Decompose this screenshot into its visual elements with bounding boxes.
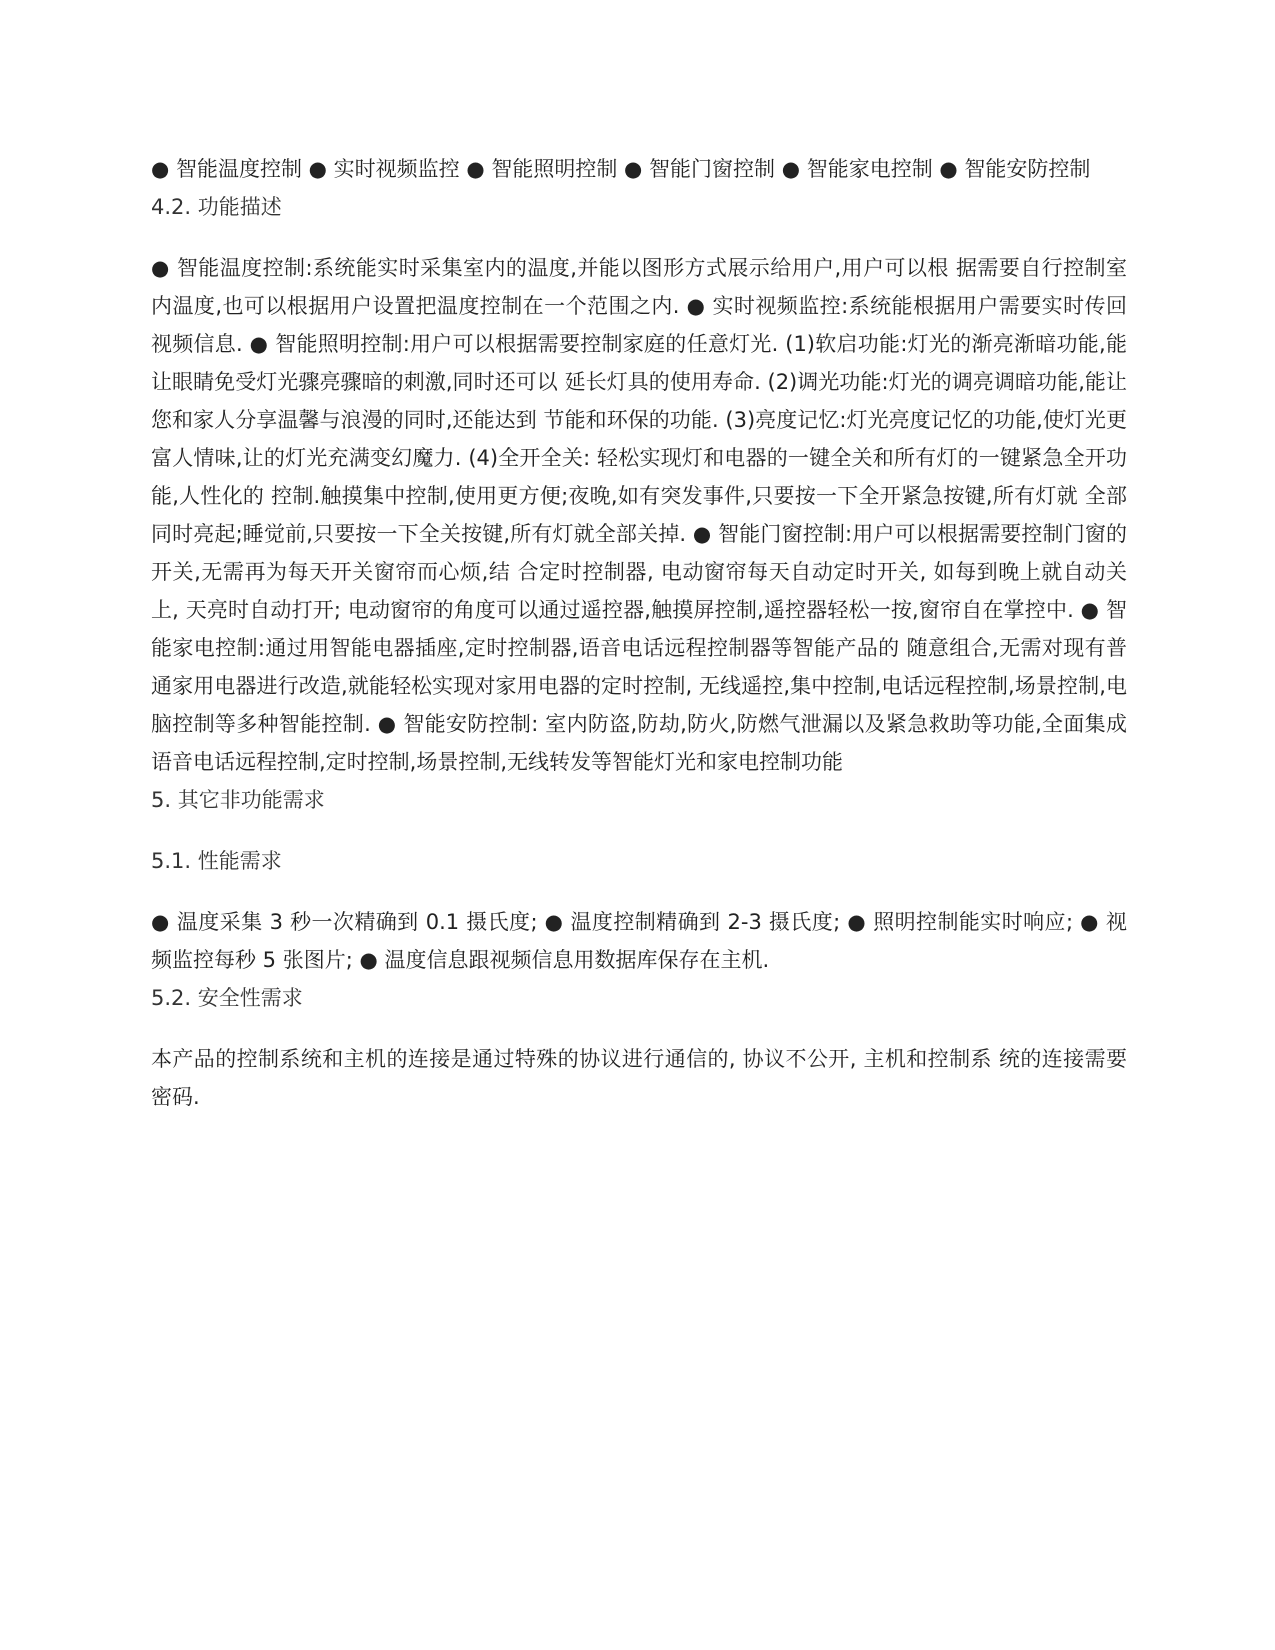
section-5-heading: 5. 其它非功能需求 xyxy=(151,788,325,812)
document-page xyxy=(151,150,1127,1116)
section-5-1-body: ● 温度采集 3 秒一次精确到 0.1 摄氏度; ● 温度控制精确到 2-3 摄氏度; ● 照明控制能实时响应; ● 视频监控每秒 5 张图片; ● 温度信息跟视频信息用数据库保存在主机. xyxy=(151,910,1127,972)
section-5-2-heading: 5.2. 安全性需求 xyxy=(151,986,303,1010)
feature-list: ● 智能温度控制 ● 实时视频监控 ● 智能照明控制 ● 智能门窗控制 ● 智能家电控制 ● 智能安防控制 xyxy=(151,157,1091,181)
spacer xyxy=(151,1017,1127,1040)
spacer xyxy=(151,880,1127,903)
section-4-2-heading: 4.2. 功能描述 xyxy=(151,195,282,219)
section-4-2-body: ● 智能温度控制:系统能实时采集室内的温度,并能以图形方式展示给用户,用户可以根 据需要自行控制室内温度,也可以根据用户设置把温度控制在一个范围之内. ● 实时视频监控:系统能根据用户需要实时传回视频信息. ● 智能照明控制:用户可以根据需要控制家庭的任意灯光. (1)软启功能:灯光的渐亮渐暗功能,能让眼睛免受灯光骤亮骤暗的刺激,同时还可以 延长灯具的使用寿命. (2)调光功能:灯光的调亮调暗功能,能让您和家人分享温馨与浪漫的同时,还能达到 节能和环保的功能. (3)亮度记忆:灯光亮度记忆的功能,使灯光更富人情味,让的灯光充满变幻魔力. (4)全开全关: 轻松实现灯和电器的一键全关和所有灯的一键紧急全开功能,人性化的 控制.触摸集中控制,使用更方便;夜晚,如有突发事件,只要按一下全开紧急按键,所有灯就 全部同时亮起;睡觉前,只要按一下全关按键,所有灯就全部关掉. ● 智能门窗控制:用户可以根据需要控制门窗的开关,无需再为每天开关窗帘而心烦,结 合定时控制器, 电动窗帘每天自动定时开关, 如每到晚上就自动关上, 天亮时自动打开; 电动窗帘的角度可以通过遥控器,触摸屏控制,遥控器轻松一按,窗帘自在掌控中. ● 智能家电控制:通过用智能电器插座,定时控制器,语音电话远程控制器等智能产品的 随意组合,无需对现有普通家用电器进行改造,就能轻松实现对家用电器的定时控制, 无线遥控,集中控制,电话远程控制,场景控制,电脑控制等多种智能控制. ● 智能安防控制: 室内防盗,防劫,防火,防燃气泄漏以及紧急救助等功能,全面集成 语音电话远程控制,定时控制,场景控制,无线转发等智能灯光和家电控制功能 xyxy=(151,256,1127,774)
spacer xyxy=(151,226,1127,249)
section-5-2-body: 本产品的控制系统和主机的连接是通过特殊的协议进行通信的, 协议不公开, 主机和控制系 统的连接需要密码. xyxy=(151,1047,1127,1109)
section-5-1-heading: 5.1. 性能需求 xyxy=(151,849,282,873)
spacer xyxy=(151,819,1127,842)
